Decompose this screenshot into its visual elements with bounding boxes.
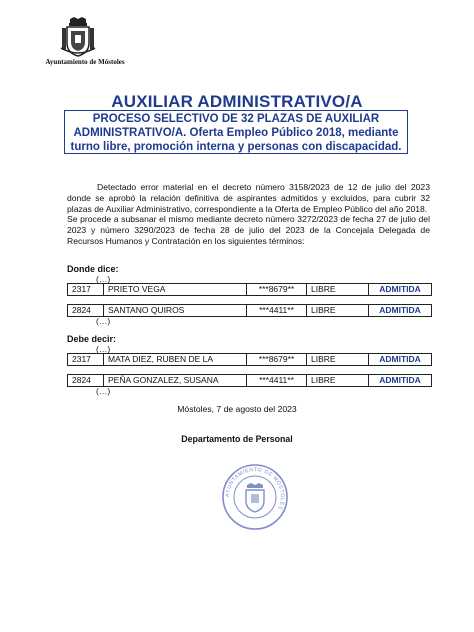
applicant-name: PEÑA GONZALEZ, SUSANA	[104, 375, 247, 387]
applicant-status: ADMITIDA	[369, 354, 432, 366]
section-label-corrected: Debe decir:	[67, 334, 117, 344]
department-signature: Departamento de Personal	[181, 434, 293, 444]
coat-of-arms-logo	[58, 16, 98, 58]
applicant-turn: LIBRE	[307, 375, 369, 387]
ellipsis-bottom: (…)	[96, 316, 111, 326]
table-row	[68, 284, 432, 296]
process-title-line-2: ADMINISTRATIVO/A. Oferta Empleo Público 2018, mediante	[73, 127, 399, 139]
applicant-turn: LIBRE	[307, 305, 369, 317]
corrected-table	[67, 353, 432, 387]
applicant-name: PRIETO VEGA	[104, 284, 247, 296]
applicant-status: ADMITIDA	[369, 305, 432, 317]
applicant-name: SANTANO QUIROS	[104, 305, 247, 317]
applicant-code: 2317	[68, 354, 104, 366]
applicant-id: ***4411**	[247, 375, 307, 387]
organization-name: Ayuntamiento de Móstoles	[45, 58, 125, 66]
official-seal-stamp	[221, 463, 289, 531]
body-text	[67, 182, 430, 247]
applicant-id: ***8679**	[247, 354, 307, 366]
process-title-box	[64, 110, 408, 154]
ellipsis-bottom: (…)	[96, 386, 111, 396]
ellipsis-top: (…)	[96, 274, 111, 284]
applicant-id: ***8679**	[247, 284, 307, 296]
table-row-spacer	[68, 366, 432, 375]
applicant-id: ***4411**	[247, 305, 307, 317]
process-title-line-3: turno libre, promoción interna y personas con discapacidad.	[70, 141, 402, 153]
seal-text: AYUNTAMIENTO DE MOSTOLES	[224, 466, 286, 511]
paragraph-correction: Se procede a subsanar el mismo mediante decreto número 3272/2023 de fecha 27 de julio del 2023 y número 3290/2023 de fecha 28 de julio del 2023 de la Concejala Delegada de Recursos Humanos y Contratación en los siguientes términos:	[67, 214, 430, 246]
applicant-turn: LIBRE	[307, 284, 369, 296]
applicant-code: 2824	[68, 375, 104, 387]
table-row	[68, 375, 432, 387]
table-row	[68, 354, 432, 366]
applicant-name: MATA DIEZ, RUBEN DE LA	[104, 354, 247, 366]
paragraph-error-notice: Detectado error material en el decreto número 3158/2023 de 12 de julio del 2023 donde se aprobó la relación definitiva de aspirantes admitidos y excluidos, para cubrir 32 plazas de Auxiliar Administrativo, correspondiente a la Oferta de Empleo Público del año 2018.	[67, 182, 430, 214]
process-title-line-1: PROCESO SELECTIVO DE 32 PLAZAS DE AUXILIAR	[92, 113, 380, 125]
applicant-status: ADMITIDA	[369, 284, 432, 296]
original-table	[67, 283, 432, 317]
applicant-status: ADMITIDA	[369, 375, 432, 387]
applicant-code: 2824	[68, 305, 104, 317]
table-row	[68, 305, 432, 317]
applicant-code: 2317	[68, 284, 104, 296]
document-title: AUXILIAR ADMINISTRATIVO/A	[111, 92, 363, 111]
applicant-turn: LIBRE	[307, 354, 369, 366]
table-row-spacer	[68, 296, 432, 305]
place-and-date: Móstoles, 7 de agosto del 2023	[177, 404, 297, 414]
section-label-original: Donde dice:	[67, 264, 119, 274]
ellipsis-top: (…)	[96, 344, 111, 354]
